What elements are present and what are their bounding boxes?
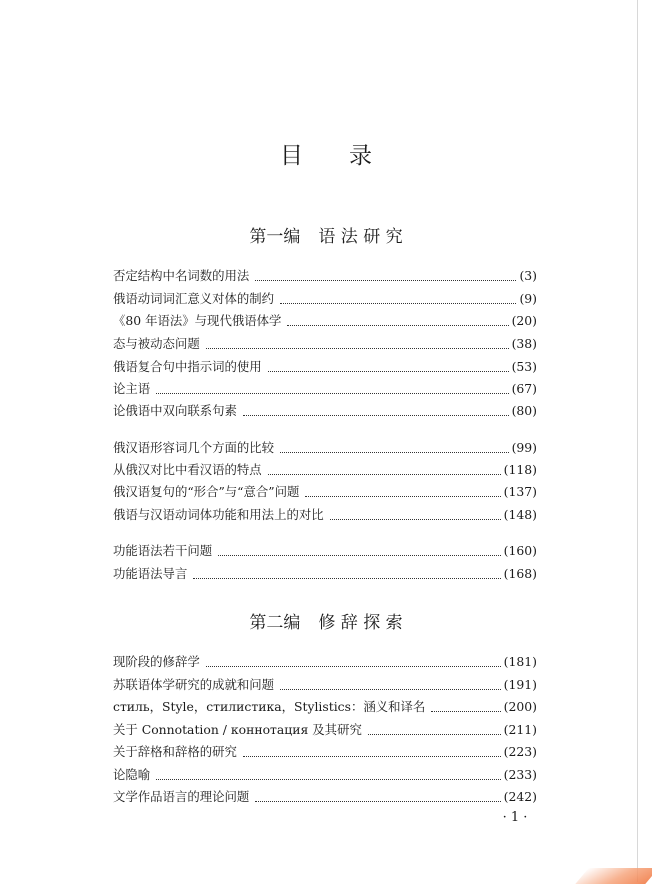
toc-entry[interactable] [113, 541, 537, 561]
toc-entry[interactable] [113, 697, 537, 717]
entry-page: (168) [503, 566, 537, 581]
leader-dots [193, 577, 500, 579]
entry-title: 俄汉语复句的“形合”与“意合”问题 [113, 484, 300, 499]
entry-title: 论隐喻 [113, 767, 151, 782]
part-label: 第一编 [249, 227, 301, 247]
entry-page: (3) [519, 268, 537, 283]
leader-dots [218, 554, 501, 556]
leader-dots [330, 518, 501, 520]
page-edge-rule [637, 0, 638, 882]
entry-title: 俄语与汉语动词体功能和用法上的对比 [113, 507, 324, 522]
toc-entry[interactable] [113, 675, 537, 695]
toc-entry[interactable] [113, 652, 537, 672]
entry-page: (99) [511, 440, 537, 455]
part-name: 语 法 研 究 [318, 227, 403, 247]
leader-dots [255, 800, 500, 802]
entry-title: 《80 年语法》与现代俄语体学 [113, 313, 282, 328]
toc-entry[interactable] [113, 334, 537, 354]
entry-title: 否定结构中名词数的用法 [113, 268, 250, 283]
leader-dots [368, 733, 501, 735]
entry-title: 苏联语体学研究的成就和问题 [113, 677, 275, 692]
page-title [0, 137, 652, 170]
toc-entry[interactable] [113, 266, 537, 286]
leader-dots [268, 473, 501, 475]
entry-page: (148) [503, 507, 537, 522]
entry-page: (38) [511, 336, 537, 351]
entry-page: (233) [503, 767, 537, 782]
entry-page: (242) [503, 789, 537, 804]
entry-page: (200) [503, 699, 537, 714]
entry-page: (80) [511, 403, 537, 418]
title-char-1: 目 [280, 143, 303, 169]
toc-entry[interactable] [113, 720, 537, 740]
toc-entry[interactable] [113, 311, 537, 331]
leader-dots [156, 392, 508, 394]
leader-dots [206, 665, 501, 667]
entry-title: 从俄汉对比中看汉语的特点 [113, 462, 262, 477]
entry-title: 论俄语中双向联系句素 [113, 403, 237, 418]
leader-dots [305, 495, 500, 497]
entry-page: (118) [503, 462, 537, 477]
toc-entry[interactable] [113, 765, 537, 785]
toc-entry[interactable] [113, 289, 537, 309]
entry-page: (223) [503, 744, 537, 759]
toc-entry[interactable] [113, 438, 537, 458]
entry-page: (181) [503, 654, 537, 669]
leader-dots [206, 347, 509, 349]
toc-entry[interactable] [113, 505, 537, 525]
entry-title: 俄汉语形容词几个方面的比较 [113, 440, 275, 455]
leader-dots [431, 710, 500, 712]
toc-entry[interactable] [113, 460, 537, 480]
entry-title: 态与被动态问题 [113, 336, 200, 351]
leader-dots [243, 755, 501, 757]
leader-dots [280, 451, 508, 453]
entry-title: стиль，Style，стилистика，Stylistics：涵义和译名 [113, 699, 426, 714]
entry-page: (20) [511, 313, 537, 328]
entry-page: (211) [503, 722, 537, 737]
leader-dots [243, 414, 509, 416]
entry-page: (9) [519, 291, 537, 306]
part-label: 第二编 [249, 613, 301, 633]
entry-title: 俄语动词词汇意义对体的制约 [113, 291, 275, 306]
toc-entry[interactable] [113, 564, 537, 584]
entry-title: 文学作品语言的理论问题 [113, 789, 250, 804]
entry-title: 现阶段的修辞学 [113, 654, 200, 669]
leader-dots [287, 324, 508, 326]
part-heading-2 [0, 608, 652, 633]
entry-page: (160) [503, 543, 537, 558]
entry-title: 关于辞格和辞格的研究 [113, 744, 237, 759]
part-heading-1 [0, 222, 652, 247]
entry-title: 关于 Connotation / коннотация 及其研究 [113, 722, 362, 737]
leader-dots [268, 370, 509, 372]
toc-entry[interactable] [113, 357, 537, 377]
toc-entry[interactable] [113, 379, 537, 399]
entry-page: (191) [503, 677, 537, 692]
toc-entry[interactable] [113, 787, 537, 807]
leader-dots [280, 302, 516, 304]
part-name: 修 辞 探 索 [318, 613, 403, 633]
toc-entry[interactable] [113, 401, 537, 421]
entry-title: 俄语复合句中指示词的使用 [113, 359, 262, 374]
leader-dots [156, 778, 501, 780]
leader-dots [255, 279, 516, 281]
toc-entry[interactable] [113, 742, 537, 762]
page-number: · 1 · [502, 810, 528, 825]
title-char-2: 录 [349, 143, 372, 169]
entry-title: 功能语法若干问题 [113, 543, 213, 558]
entry-page: (137) [503, 484, 537, 499]
entry-title: 功能语法导言 [113, 566, 188, 581]
entry-page: (67) [511, 381, 537, 396]
entry-title: 论主语 [113, 381, 151, 396]
toc-entry[interactable] [113, 482, 537, 502]
entry-page: (53) [511, 359, 537, 374]
leader-dots [280, 688, 501, 690]
